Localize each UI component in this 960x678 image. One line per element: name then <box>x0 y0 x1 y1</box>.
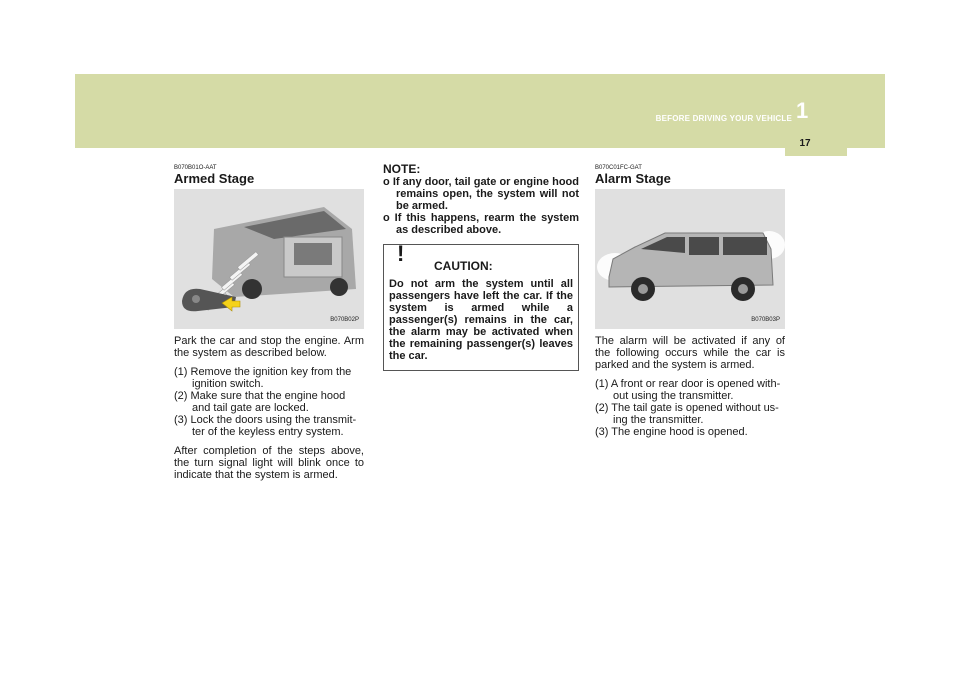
note-title: NOTE: <box>383 162 421 176</box>
section-title: Alarm Stage <box>595 171 671 186</box>
armed-step: (2) Make sure that the engine hood and tail gate are locked. <box>174 390 346 414</box>
note-column <box>383 160 579 371</box>
section-title: Armed Stage <box>174 171 255 186</box>
armed-stage-column <box>174 160 364 481</box>
alarm-step: (2) The tail gate is opened without us- ing the transmitter. <box>595 402 779 426</box>
chapter-number: 1 <box>796 98 809 123</box>
warning-icon: ! <box>397 241 405 266</box>
alarm-step: (1) A front or rear door is opened with- out using the transmitter. <box>595 378 781 402</box>
van-side-with-lights-illustration <box>595 189 785 329</box>
alarm-intro: The alarm will be activated if any of the following occurs while the car is parked and the system is armed. <box>595 335 785 371</box>
alarm-stage-photo <box>595 189 785 329</box>
page-number: 17 <box>799 138 811 149</box>
note-item: o If this happens, rearm the system as described above. <box>383 212 579 236</box>
caution-text: Do not arm the system until all passengers have left the car. If the system is armed while a passenger(s) remains in the car, the alarm may be activated when the remaining passenger(s) leaves the car. <box>389 278 573 362</box>
alarm-stage-column <box>595 160 785 438</box>
note-item: o If any door, tail gate or engine hood remains open, the system will not be armed. <box>383 176 579 212</box>
image-code: B070B02P <box>330 317 359 323</box>
header-band <box>75 74 885 148</box>
van-rear-with-key-illustration <box>174 189 364 329</box>
image-code: B070B03P <box>751 317 780 323</box>
armed-step: (3) Lock the doors using the transmit- ter of the keyless entry system. <box>174 414 357 438</box>
armed-step: (1) Remove the ignition key from the ignition switch. <box>174 366 352 390</box>
alarm-step: (3) The engine hood is opened. <box>595 426 748 438</box>
armed-outro: After completion of the steps above, the turn signal light will blink once to indicate that the system is armed. <box>174 445 364 481</box>
armed-intro: Park the car and stop the engine. Arm the system as described below. <box>174 335 364 359</box>
section-code: B070C01FC-GAT <box>595 165 642 171</box>
caution-label: CAUTION: <box>434 259 493 273</box>
caution-box <box>383 241 579 371</box>
armed-stage-photo <box>174 189 364 329</box>
section-code: B070B01O-AAT <box>174 165 217 171</box>
chapter-title: BEFORE DRIVING YOUR VEHICLE <box>655 114 792 123</box>
